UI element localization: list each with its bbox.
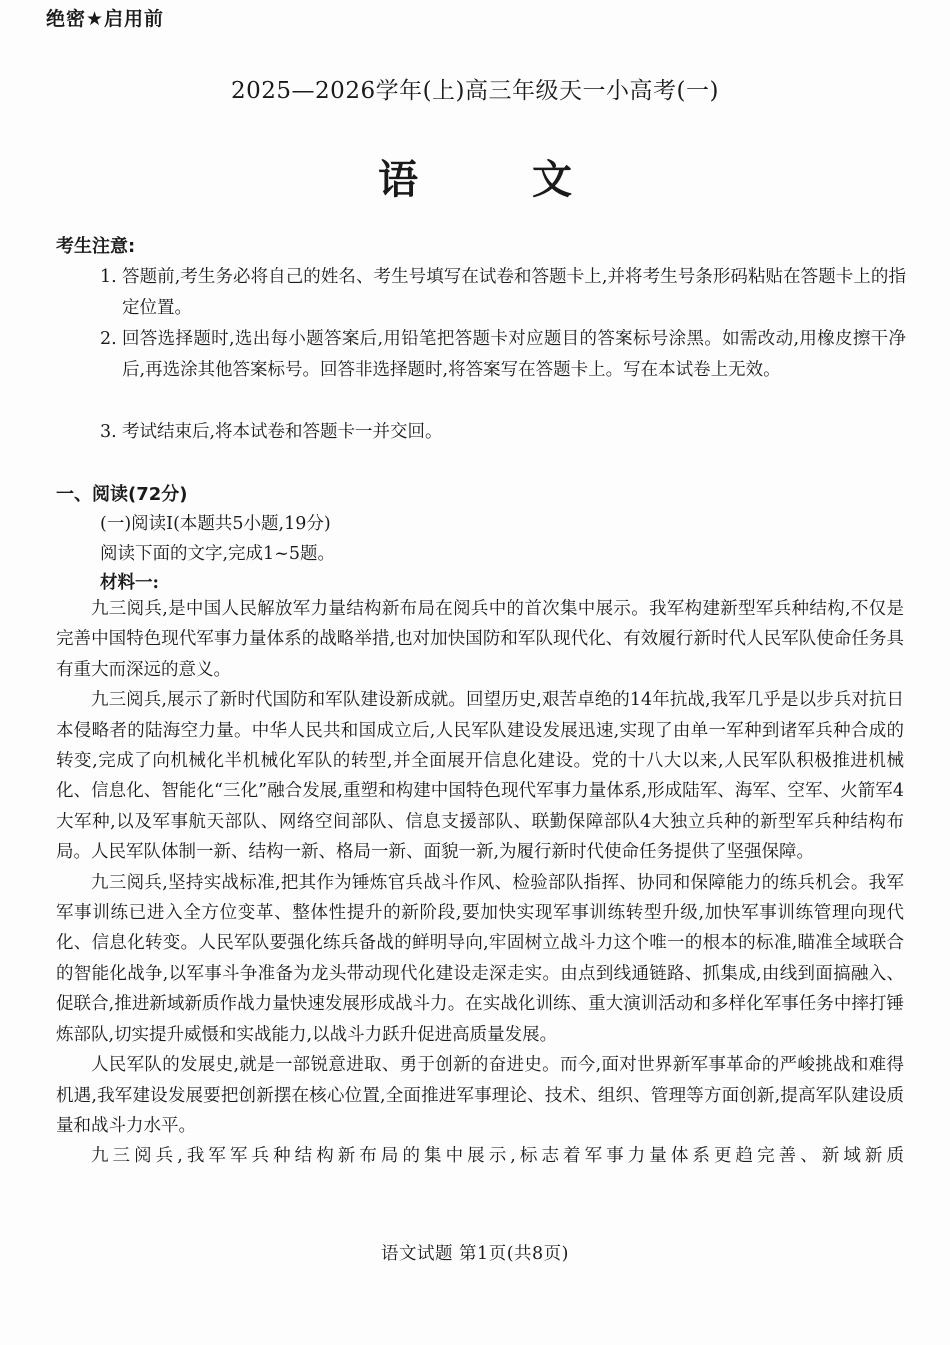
paragraph: 九三阅兵,我军军兵种结构新布局的集中展示,标志着军事力量体系更趋完善、新域新质 (91, 1146, 904, 1167)
notice-heading: 考生注意: (56, 236, 136, 257)
confidential-mark: 绝密★启用前 (46, 8, 165, 30)
reading-instruction: 阅读下面的文字,完成1~5题。 (100, 544, 335, 564)
notice-item-3 (100, 417, 906, 448)
notice-item-text: 回答选择题时,选出每小题答案后,用铅笔把答题卡对应题目的答案标号涂黑。如需改动,用橡皮擦干净后,再选涂其他答案标号。回答非选择题时,将答案写在答题卡上。写在本试卷上无效。 (122, 329, 906, 380)
material-label: 材料一: (100, 573, 159, 593)
paragraph: 九三阅兵,坚持实战标准,把其作为锤炼官兵战斗作风、检验部队指挥、协同和保障能力的练兵机会。我军军事训练已进入全方位变革、整体性提升的新阶段,要加快实现军事训练转型升级,加快军事训练管理向现代化、信息化转变。人民军队要强化练兵备战的鲜明导向,牢固树立战斗力这个唯一的根本的标准,瞄准全域联合的智能化战争,以军事斗争准备为龙头带动现代化建设走深走实。由点到线通链路、抓集成,由线到面搞融入、促联合,推进新域新质作战力量快速发展形成战斗力。在实战化训练、重大演训活动和多样化军事任务中摔打锤炼部队,切实提升威慑和实战能力,以战斗力跃升促进高质量发展。 (56, 872, 904, 1045)
notice-item-number: 1. (100, 267, 117, 287)
material-body (56, 594, 904, 1172)
section-heading: 一、阅读(72分) (56, 484, 188, 505)
exam-title: 2025—2026学年(上)高三年级天一小高考(一) (231, 78, 719, 104)
notice-item-1 (100, 262, 906, 324)
paragraph: 九三阅兵,展示了新时代国防和军队建设新成就。回望历史,艰苦卓绝的14年抗战,我军几乎是以步兵对抗日本侵略者的陆海空力量。中华人民共和国成立后,人民军队建设发展迅速,实现了由单一军种到诸军兵种合成的转变,完成了向机械化半机械化军队的转型,并全面展开信息化建设。党的十八大以来,人民军队积极推进机械化、信息化、智能化“三化”融合发展,重塑和构建中国特色现代军事力量体系,形成陆军、海军、空军、火箭军4大军种,以及军事航天部队、网络空间部队、信息支援部队、联勤保障部队4大独立兵种的新型军兵种结构布局。人民军队体制一新、结构一新、格局一新、面貌一新,为履行新时代使命任务提供了坚强保障。 (56, 690, 904, 863)
sub-section-heading: (一)阅读Ⅰ(本题共5小题,19分) (100, 514, 331, 534)
notice-item-2 (100, 324, 906, 386)
notice-item-number: 3. (100, 422, 117, 442)
notice-item-number: 2. (100, 329, 117, 349)
paragraph: 九三阅兵,是中国人民解放军力量结构新布局在阅兵中的首次集中展示。我军构建新型军兵种结构,不仅是完善中国特色现代军事力量体系的战略举措,也对加快国防和军队现代化、有效履行新时代人民军队使命任务具有重大而深远的意义。 (56, 599, 904, 680)
paragraph: 人民军队的发展史,就是一部锐意进取、勇于创新的奋进史。而今,面对世界新军事革命的严峻挑战和难得机遇,我军建设发展要把创新摆在核心位置,全面推进军事理论、技术、组织、管理等方面创新,提高军队建设质量和战斗力水平。 (56, 1055, 904, 1136)
subject-title: 语 文 (378, 157, 602, 203)
page-footer: 语文试题 第1页(共8页) (381, 1244, 569, 1264)
notice-item-text: 考试结束后,将本试卷和答题卡一并交回。 (122, 422, 443, 442)
notice-item-text: 答题前,考生务必将自己的姓名、考生号填写在试卷和答题卡上,并将考生号条形码粘贴在答题卡上的指定位置。 (122, 267, 906, 318)
